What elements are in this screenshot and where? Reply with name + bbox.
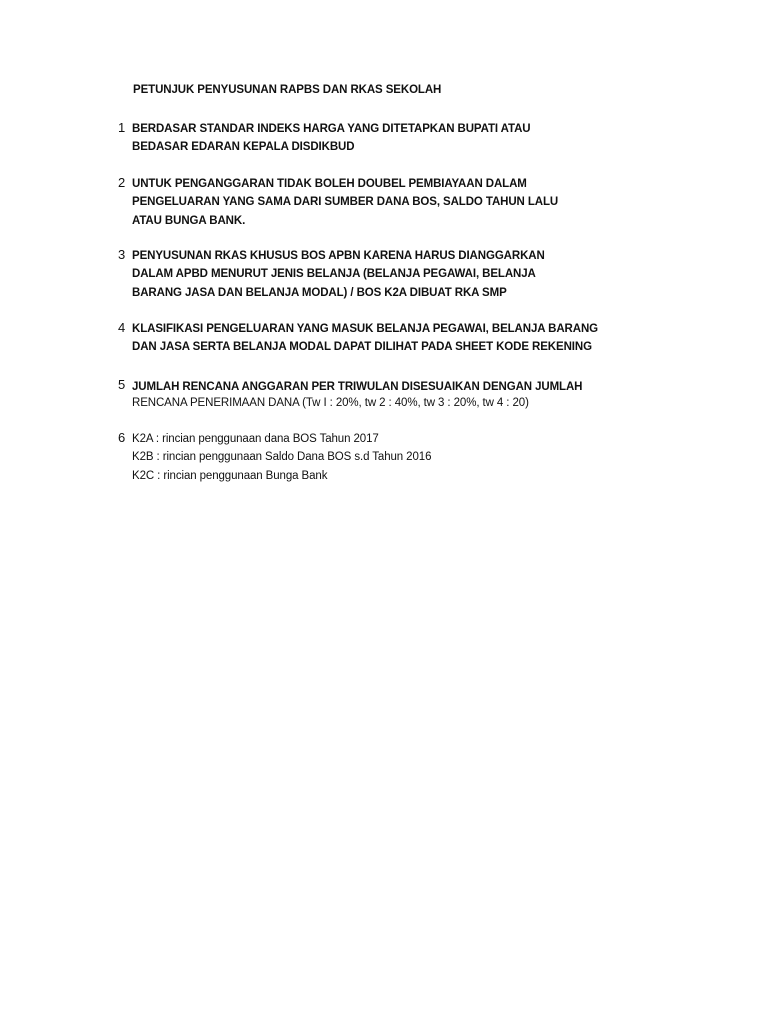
- item-line: PENGELUARAN YANG SAMA DARI SUMBER DANA BOS, SALDO TAHUN LALU: [132, 196, 559, 209]
- item-line: ATAU BUNGA BANK.: [132, 214, 246, 227]
- item-line: K2A : rincian penggunaan dana BOS Tahun 2017: [132, 433, 379, 445]
- item-line: DALAM APBD MENURUT JENIS BELANJA (BELANJA PEGAWAI, BELANJA: [132, 268, 536, 281]
- item-line: K2C : rincian penggunaan Bunga Bank: [132, 469, 328, 482]
- item-line: BARANG JASA DAN BELANJA MODAL) / BOS K2A DIBUAT RKA SMP: [132, 286, 507, 299]
- item-number: 5: [118, 377, 126, 392]
- document-title: PETUNJUK PENYUSUNAN RAPBS DAN RKAS SEKOLAH: [133, 84, 442, 96]
- item-line: K2B : rincian penggunaan Saldo Dana BOS s.d Tahun 2016: [132, 451, 432, 464]
- item-line: RENCANA PENERIMAAN DANA (Tw I : 20%, tw 2 : 40%, tw 3 : 20%, tw 4 : 20): [132, 397, 529, 409]
- item-number: 2: [118, 175, 126, 190]
- item-number: 4: [118, 320, 126, 335]
- item-line: KLASIFIKASI PENGELUARAN YANG MASUK BELANJA PEGAWAI, BELANJA BARANG: [132, 323, 599, 335]
- item-line: DAN JASA SERTA BELANJA MODAL DAPAT DILIHAT PADA SHEET KODE REKENING: [132, 341, 592, 354]
- item-line: JUMLAH RENCANA ANGGARAN PER TRIWULAN DISESUAIKAN DENGAN JUMLAH: [132, 381, 583, 393]
- item-line: PENYUSUNAN RKAS KHUSUS BOS APBN KARENA HARUS DIANGGARKAN: [132, 250, 545, 262]
- item-number: 6: [118, 430, 126, 445]
- item-line: UNTUK PENGANGGARAN TIDAK BOLEH DOUBEL PEMBIAYAAN DALAM: [132, 178, 527, 190]
- item-number: 1: [118, 120, 126, 135]
- item-line: BERDASAR STANDAR INDEKS HARGA YANG DITETAPKAN BUPATI ATAU: [132, 123, 531, 135]
- item-number: 3: [118, 247, 126, 262]
- item-line: BEDASAR EDARAN KEPALA DISDIKBUD: [132, 141, 355, 154]
